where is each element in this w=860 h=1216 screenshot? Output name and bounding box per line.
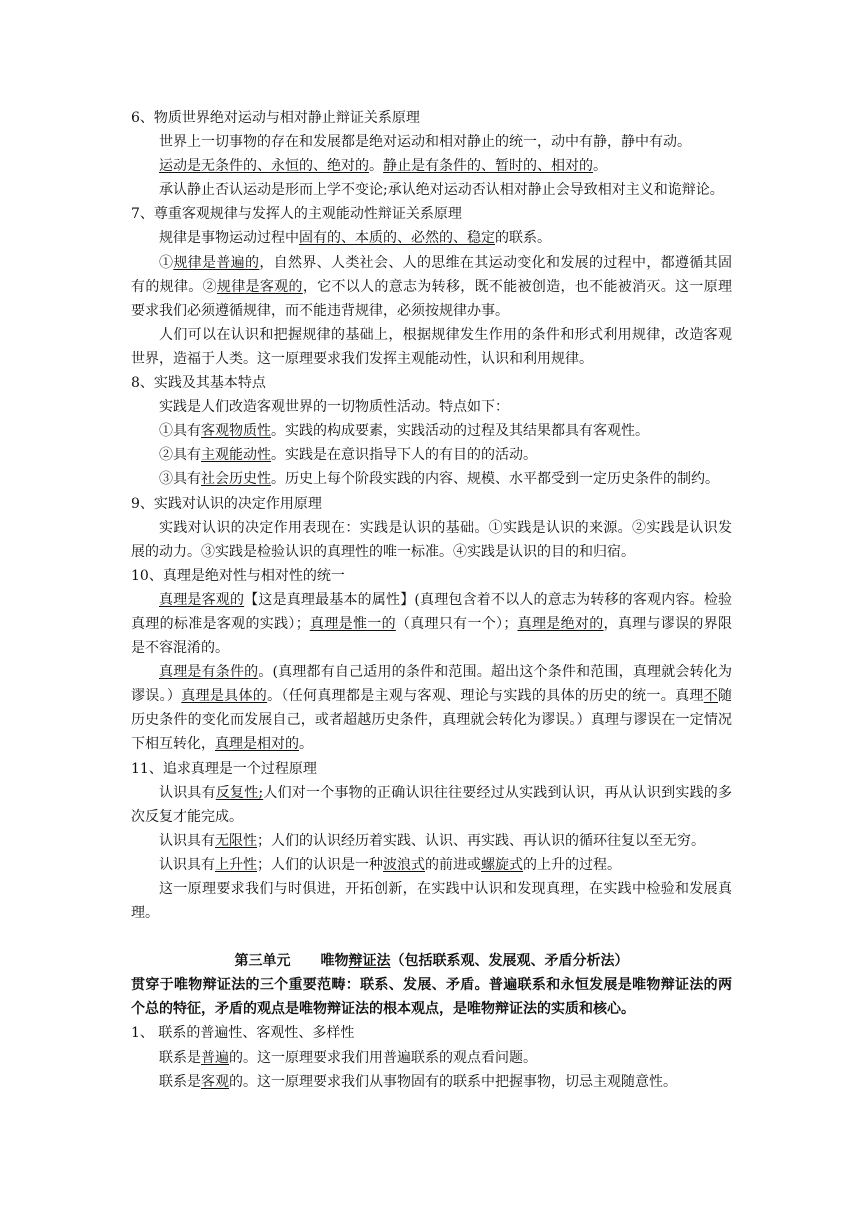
underlined-phrase: 真理是相对的 (215, 736, 299, 753)
section-6-para-1: 世界上一切事物的存在和发展都是绝对运动和相对静止的统一，动中有静，静中有动。 (159, 134, 691, 151)
underlined-phrase: 真理是客观的 (159, 591, 245, 608)
underlined-phrase: 无限性 (215, 832, 257, 849)
section-9-heading: 9、实践对认识的决定作用原理 (131, 495, 322, 512)
underlined-phrase: 上升性 (215, 856, 257, 873)
unit-3-section-1-heading: 1、 联系的普遍性、客观性、多样性 (131, 1025, 355, 1042)
section-8-item-2: ②具有主观能动性。实践是在意识指导下人的有目的的活动。 (159, 447, 537, 464)
unit-3-section-1-para-1: 联系是普遍的。这一原理要求我们用普遍联系的观点看问题。 (159, 1049, 537, 1066)
section-10-para-2: 真理是有条件的。(真理都有自己适用的条件和范围。超出这个条件和范围，真理就会转化为谬误。）真理是具体的。（任何真理都是主观与客观、理论与实践的具体的历史的统一。真理不随历史条件的变化而发展自己，或者超越历史条件，真理就会转化为谬误。）真理与谬误在一定情况下相互转化，真理是相对的。 (131, 664, 733, 753)
underlined-phrase: 客观 (201, 1073, 229, 1090)
section-7-para-3: 人们可以在认识和把握规律的基础上，根据规律发生作用的条件和形式利用规律，改造客观世界，造福于人类。这一原理要求我们发挥主观能动性，认识和利用规律。 (131, 326, 732, 367)
underlined-phrase: 真理是有条件的 (159, 664, 259, 681)
underlined-phrase: 固有的、本质的、必然的、稳定 (299, 230, 495, 247)
unit-3-intro: 贯穿于唯物辩证法的三个重要范畴：联系、发展、矛盾。普遍联系和永恒发展是唯物辩证法的两个总的特征，矛盾的观点是唯物辩证法的根本观点，是唯物辩证法的实质和核心。 (131, 977, 732, 1018)
underlined-phrase: 社会历史性 (201, 471, 271, 488)
section-9-para-1: 实践对认识的决定作用表现在：实践是认识的基础。①实践是认识的来源。②实践是认识发展的动力。③实践是检验认识的真理性的唯一标准。④实践是认识的目的和归宿。 (131, 519, 732, 560)
underlined-phrase: 真理是绝对的 (517, 615, 604, 632)
section-7-heading: 7、尊重客观规律与发挥人的主观能动性辩证关系原理 (131, 206, 462, 223)
unit-3-section-1-para-2: 联系是客观的。这一原理要求我们从事物固有的联系中把握事物，切忌主观随意性。 (159, 1073, 677, 1090)
unit-3-title: 第三单元 唯物辩证法（包括联系观、发展观、矛盾分析法） (234, 953, 629, 970)
section-6-heading: 6、物质世界绝对运动与相对静止辩证关系原理 (131, 110, 420, 126)
underlined-phrase: 普遍 (201, 1049, 229, 1066)
underlined-phrase: 真理是惟一的 (309, 615, 396, 632)
underlined-phrase: 辩证法 (348, 953, 391, 970)
underlined-phrase: 静止是有条件的、暂时的、相对的 (383, 158, 593, 175)
underlined-phrase: 主观能动性 (201, 447, 271, 464)
underlined-phrase: 真理是具体的 (181, 688, 268, 705)
underlined-phrase: 反复性; (215, 784, 264, 801)
section-7-para-1: 规律是事物运动过程中固有的、本质的、必然的、稳定的联系。 (159, 230, 551, 247)
section-11-para-4: 这一原理要求我们与时俱进，开拓创新，在实践中认识和发现真理，在实践中检验和发展真理。 (131, 881, 732, 922)
underlined-phrase: 运动是无条件的、永恒的、绝对的 (159, 158, 369, 175)
section-6-para-2: 运动是无条件的、永恒的、绝对的。静止是有条件的、暂时的、相对的。 (159, 158, 607, 175)
section-10-para-1: 真理是客观的【这是真理最基本的属性】(真理包含着不以人的意志为转移的客观内容。检验真理的标准是客观的实践）；真理是惟一的（真理只有一个）；真理是绝对的，真理与谬误的界限是不容混淆的。 (131, 591, 733, 657)
section-11-heading: 11、追求真理是一个过程原理 (131, 760, 317, 777)
section-6-para-3: 承认静止否认运动是形而上学不变论;承认绝对运动否认相对静止会导致相对主义和诡辩论。 (159, 182, 724, 199)
section-10-heading: 10、真理是绝对性与相对性的统一 (131, 567, 345, 584)
section-8-item-3: ③具有社会历史性。历史上每个阶段实践的内容、规模、水平都受到一定历史条件的制约。 (159, 471, 719, 488)
section-8-item-1: ①具有客观物质性。实践的构成要素，实践活动的过程及其结果都具有客观性。 (159, 423, 649, 440)
section-8-heading: 8、实践及其基本特点 (131, 375, 266, 392)
underlined-phrase: 不 (703, 688, 719, 705)
underlined-phrase: 螺旋式 (481, 856, 523, 873)
section-11-para-3: 认识具有上升性；人们的认识是一种波浪式的前进或螺旋式的上升的过程。 (159, 856, 621, 873)
section-7-para-2: ①规律是普遍的，自然界、人类社会、人的思维在其运动变化和发展的过程中，都遵循其固有的规律。②规律是客观的，它不以人的意志为转移，既不能被创造，也不能被消灭。这一原理要求我们必须遵循规律，而不能违背规律，必须按规律办事。 (131, 254, 733, 319)
section-11-para-1: 认识具有反复性;人们对一个事物的正确认识往往要经过从实践到认识，再从认识到实践的多次反复才能完成。 (131, 784, 733, 825)
underlined-phrase: 波浪式 (383, 856, 425, 873)
section-8-para-1: 实践是人们改造客观世界的一切物质性活动。特点如下： (159, 399, 509, 416)
blank-line (131, 925, 732, 949)
underlined-phrase: 规律是普遍的 (173, 254, 260, 271)
underlined-phrase: 客观物质性 (201, 423, 271, 440)
section-11-para-2: 认识具有无限性；人们的认识经历着实践、认识、再实践、再认识的循环往复以至无穷。 (159, 832, 705, 849)
underlined-phrase: 规律是客观的 (216, 278, 303, 295)
